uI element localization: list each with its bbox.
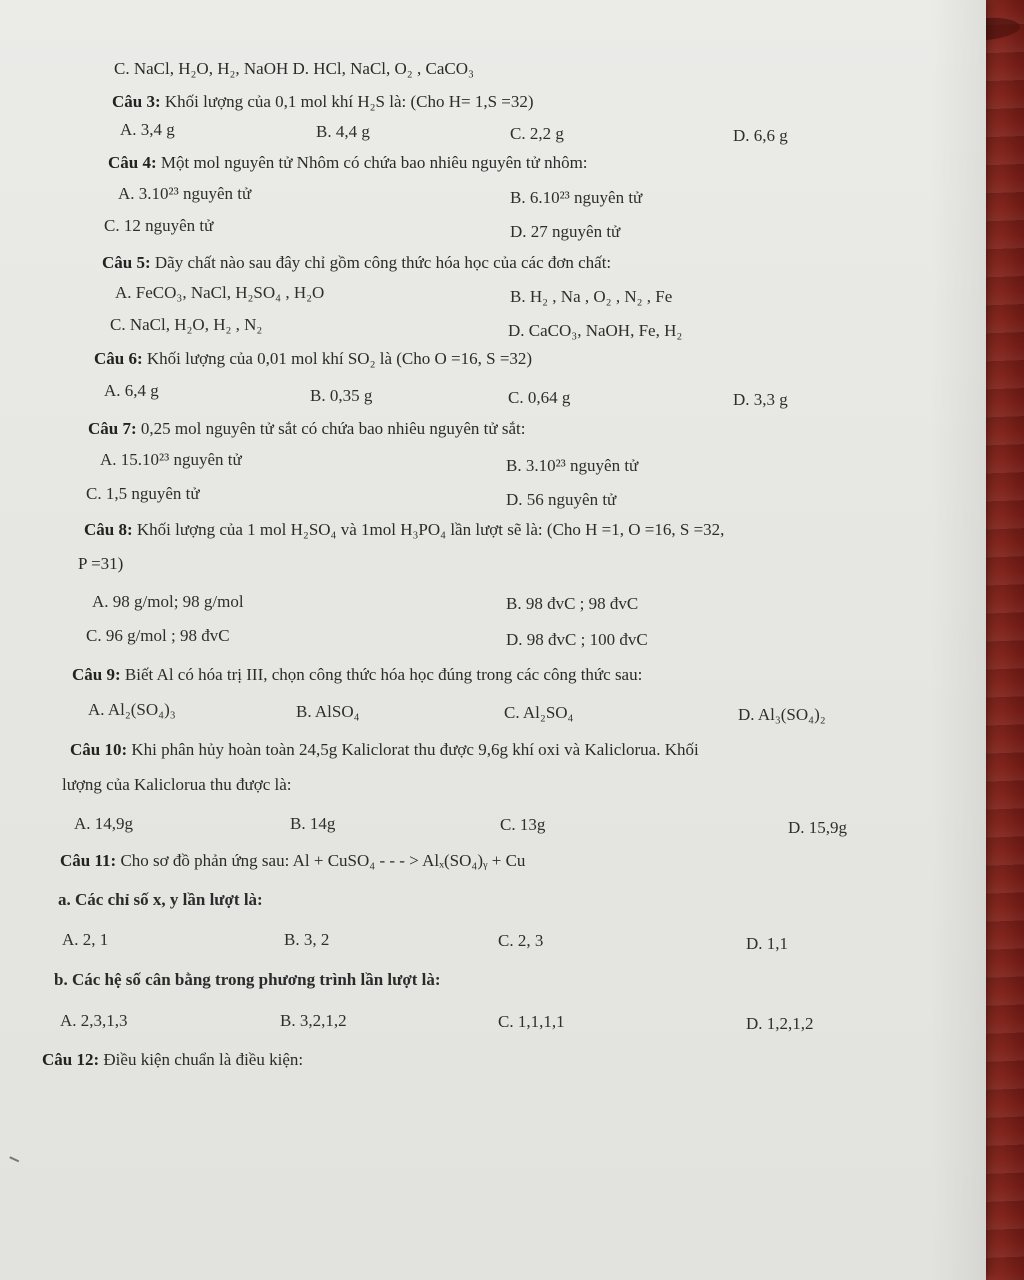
option-c: C. NaCl, H₂O, H₂ , N₂ xyxy=(110,315,263,334)
option-d: D. 6,6 g xyxy=(733,126,788,145)
option-b: B. 98 đvC ; 98 đvC xyxy=(506,594,639,613)
question-text: 0,25 mol nguyên tử sắt có chứa bao nhiêu nguyên tử sắt: xyxy=(136,419,526,438)
question-4 xyxy=(108,153,588,173)
option-a: A. 14,9g xyxy=(74,814,134,833)
option-d: D. Al₃(SO₄)₂ xyxy=(738,705,826,724)
option-b: B. 3.10²³ nguyên tử xyxy=(506,456,639,475)
option-d: D. 1,1 xyxy=(746,934,789,953)
question-text: Khối lượng của 1 mol H₂SO₄ và 1mol H₃PO₄ lần lượt sẽ là: (Cho H =1, O =16, S =32, xyxy=(132,520,725,539)
question-11 xyxy=(60,851,525,871)
option-b: B. AlSO₄ xyxy=(296,702,360,721)
option-b: B. 4,4 g xyxy=(316,122,370,141)
option-a: A. 3,4 g xyxy=(120,120,175,139)
option-d: D. CaCO₃, NaOH, Fe, H₂ xyxy=(508,321,683,340)
option-c: C. Al₂SO₄ xyxy=(504,703,574,722)
question-label: Câu 10: xyxy=(70,740,128,759)
question-10-continued: lượng của Kaliclorua thu được là: xyxy=(62,775,292,794)
question-text: Một mol nguyên tử Nhôm có chứa bao nhiêu nguyên tử nhôm: xyxy=(156,153,588,172)
option-d: D. 1,2,1,2 xyxy=(746,1014,814,1033)
question-label: Câu 8: xyxy=(84,520,133,539)
option-d: D. 27 nguyên tử xyxy=(510,222,621,241)
option-a: A. 15.10²³ nguyên tử xyxy=(100,450,242,469)
option-b: B. H₂ , Na , O₂ , N₂ , Fe xyxy=(510,287,673,306)
paper-shadow-edge xyxy=(930,0,988,1280)
option-d: D. 56 nguyên tử xyxy=(506,490,617,509)
question-text: Cho sơ đồ phản ứng sau: Al + CuSO₄ - - - > Alₓ(SO₄)ᵧ + Cu xyxy=(116,851,526,870)
option-b: B. 3, 2 xyxy=(284,930,330,949)
option-d: D. 98 đvC ; 100 đvC xyxy=(506,630,648,649)
option-b: B. 14g xyxy=(290,814,336,833)
question-label: Câu 5: xyxy=(102,253,151,272)
question-label: Câu 6: xyxy=(94,349,143,368)
question-11a: a. Các chỉ số x, y lần lượt là: xyxy=(58,890,263,909)
option-c: C. 0,64 g xyxy=(508,388,571,407)
option-c: C. 1,5 nguyên tử xyxy=(86,484,200,503)
option-a: A. 2, 1 xyxy=(62,930,109,949)
question-text: Dãy chất nào sau đây chỉ gồm công thức hóa học của các đơn chất: xyxy=(150,253,612,272)
question-label: Câu 11: xyxy=(60,851,117,870)
option-d: D. 3,3 g xyxy=(733,390,788,409)
question-10 xyxy=(70,740,699,760)
question-7 xyxy=(88,419,525,439)
option-a: A. 98 g/mol; 98 g/mol xyxy=(92,592,244,611)
question-3 xyxy=(112,92,534,112)
option-a: A. Al₂(SO₄)₃ xyxy=(88,700,176,719)
question-text: Khi phân hủy hoàn toàn 24,5g Kaliclorat thu được 9,6g khí oxi và Kaliclorua. Khối xyxy=(127,740,699,759)
question-label: Câu 12: xyxy=(42,1050,100,1069)
question-9 xyxy=(72,665,642,685)
option-b: B. 3,2,1,2 xyxy=(280,1011,347,1030)
question-text: Khối lượng của 0,01 mol khí SO₂ là (Cho O =16, S =32) xyxy=(142,349,533,368)
option-c: C. 13g xyxy=(500,815,546,834)
option-c: C. 96 g/mol ; 98 đvC xyxy=(86,626,230,645)
question-label: Câu 4: xyxy=(108,153,157,172)
question-text: Biết Al có hóa trị III, chọn công thức hóa học đúng trong các công thức sau: xyxy=(120,665,643,684)
option-b: B. 0,35 g xyxy=(310,386,373,405)
question-12 xyxy=(42,1050,303,1070)
question-6 xyxy=(94,349,532,369)
question-11b: b. Các hệ số cân bằng trong phương trình lần lượt là: xyxy=(54,970,441,989)
question-2-options-cd: C. NaCl, H₂O, H₂, NaOH D. HCl, NaCl, O₂ , CaCO₃ xyxy=(114,59,474,78)
option-c: C. 2,2 g xyxy=(510,124,564,143)
question-label: Câu 7: xyxy=(88,419,137,438)
option-a: A. 3.10²³ nguyên tử xyxy=(118,184,252,203)
option-d: D. 15,9g xyxy=(788,818,848,837)
option-a: A. 2,3,1,3 xyxy=(60,1011,128,1030)
pencil-mark xyxy=(7,1156,19,1167)
question-5 xyxy=(102,253,611,273)
option-c: C. 12 nguyên tử xyxy=(104,216,214,235)
option-b: B. 6.10²³ nguyên tử xyxy=(510,188,643,207)
option-a: A. FeCO₃, NaCl, H₂SO₄ , H₂O xyxy=(115,283,325,302)
question-label: Câu 3: xyxy=(112,92,161,111)
question-text: Điều kiện chuẩn là điều kiện: xyxy=(99,1050,304,1069)
option-a: A. 6,4 g xyxy=(104,381,159,400)
option-c: C. 2, 3 xyxy=(498,931,544,950)
question-8 xyxy=(84,520,724,540)
question-label: Câu 9: xyxy=(72,665,121,684)
question-text: Khối lượng của 0,1 mol khí H₂S là: (Cho H= 1,S =32) xyxy=(160,92,534,111)
question-8-continued: P =31) xyxy=(78,554,124,573)
option-c: C. 1,1,1,1 xyxy=(498,1012,565,1031)
